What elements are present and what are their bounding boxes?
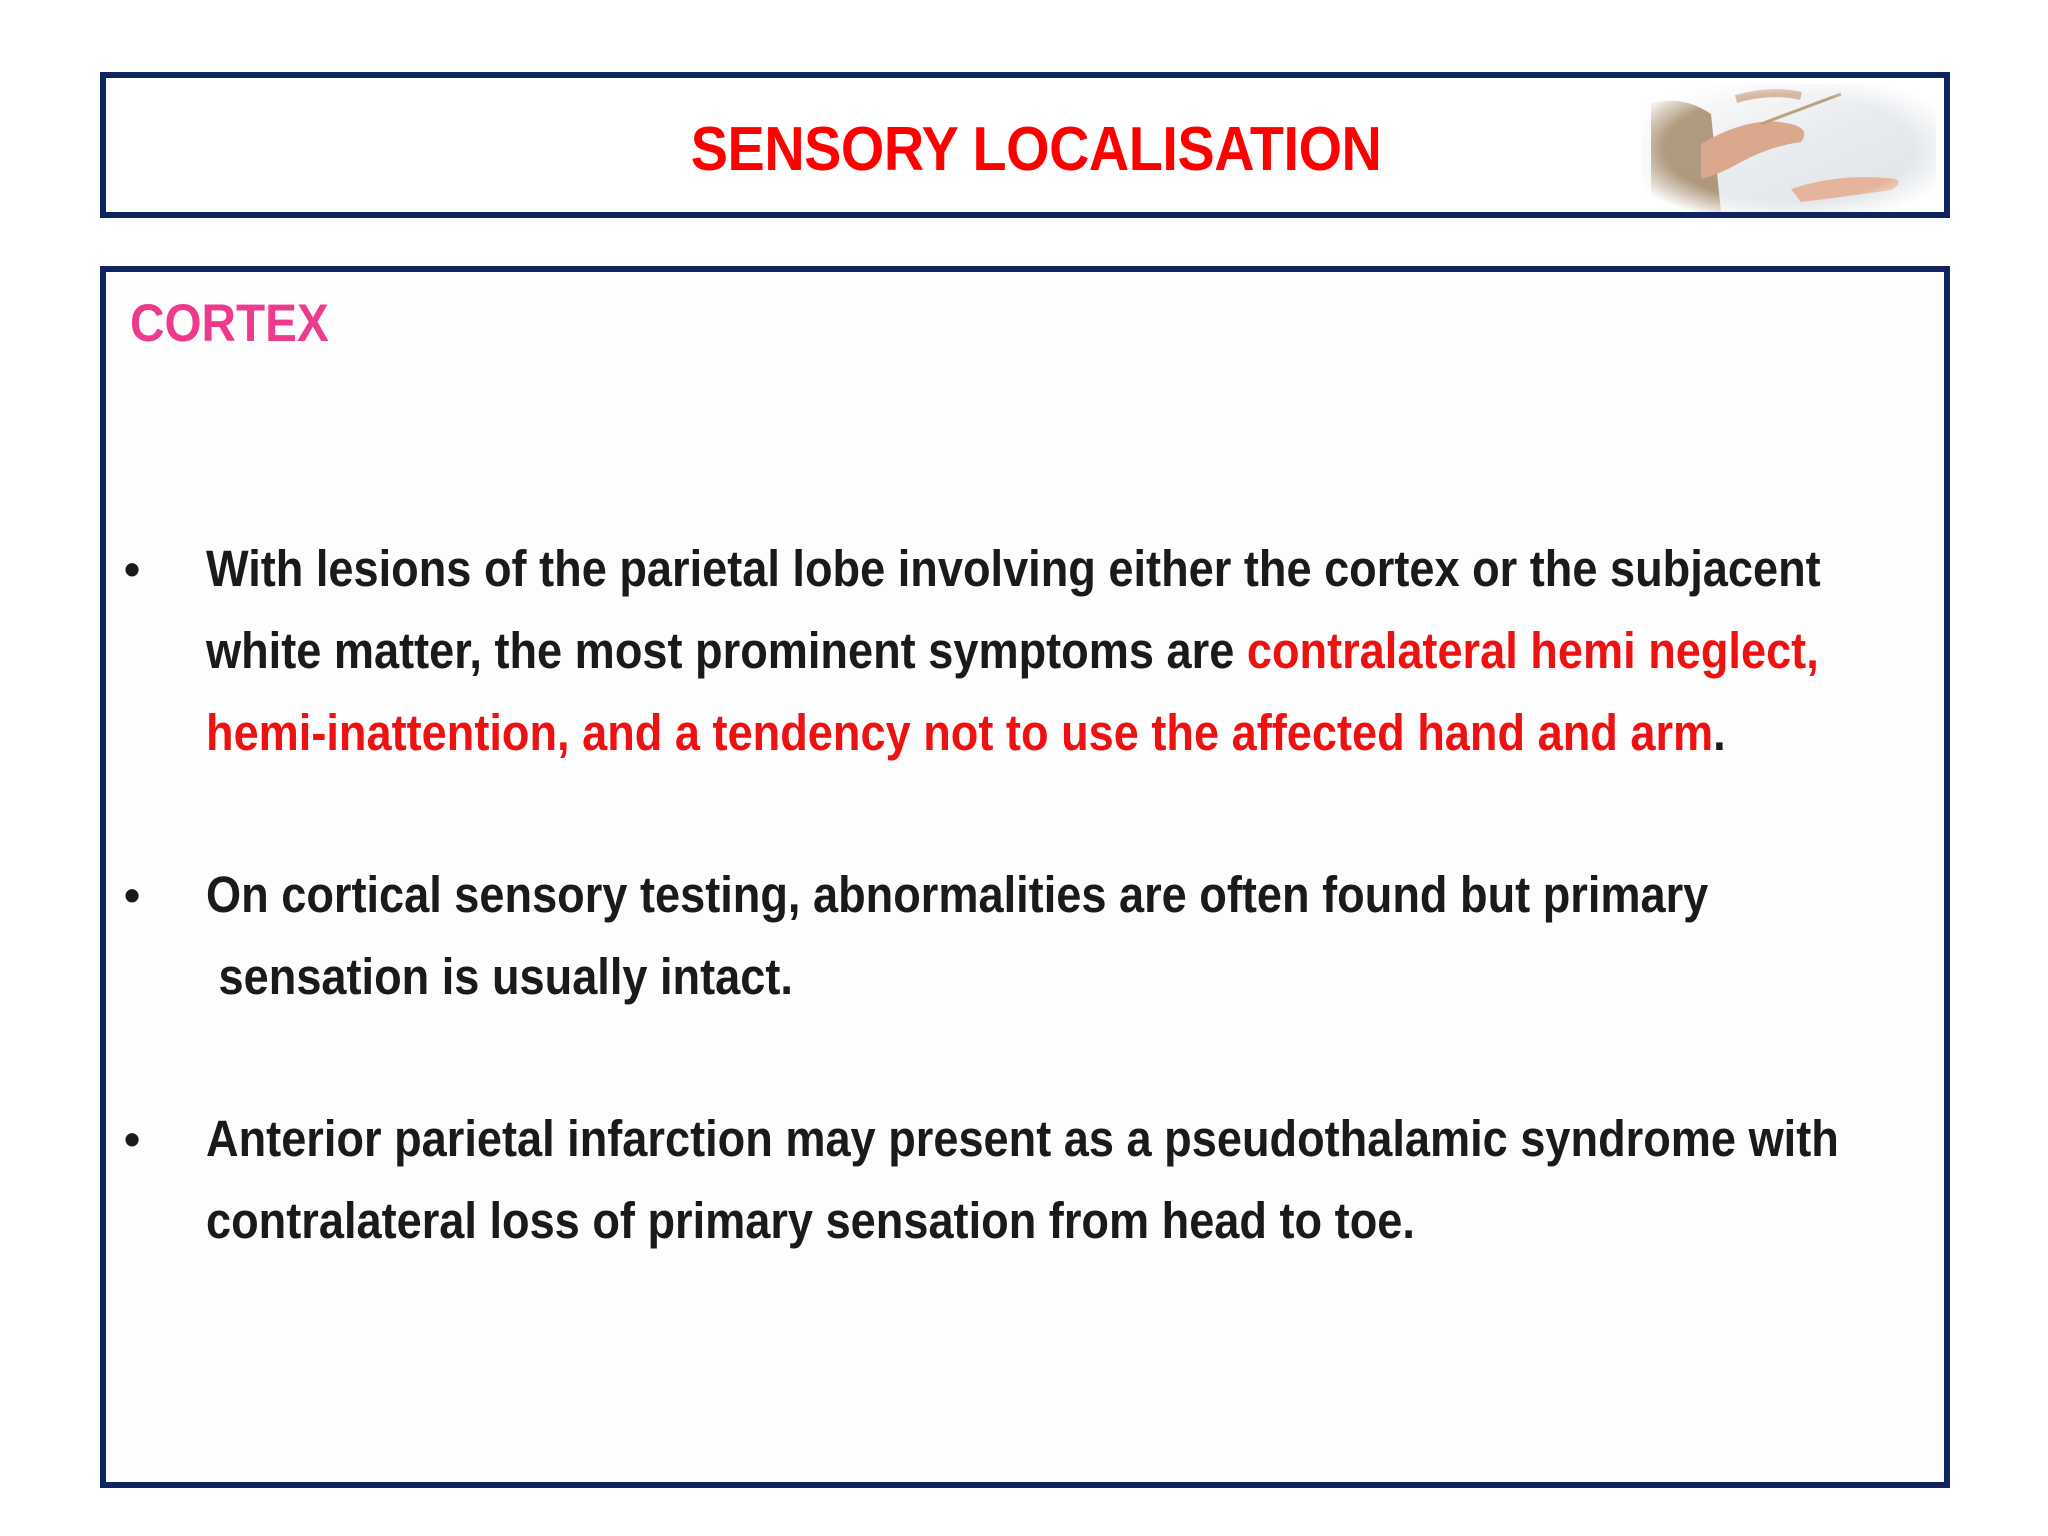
- bullet-text-line: sensation is usually intact.: [206, 948, 793, 1005]
- section-heading: CORTEX: [130, 294, 329, 353]
- bullet-text-line: Anterior parietal infarction may present as a pseudothalamic syndrome with: [206, 1110, 1839, 1167]
- bullet-text: [206, 528, 1888, 774]
- list-item: [124, 1098, 1914, 1262]
- list-item: [124, 528, 1914, 774]
- bullet-text: [206, 1098, 1888, 1262]
- list-item: [124, 854, 1914, 1018]
- bullet-text-line: .: [1713, 704, 1726, 761]
- hand-sensory-exam-photo-icon: [1641, 84, 1936, 212]
- bullet-text-line: With lesions of the parietal lobe involving either the cortex or the subjacent: [206, 540, 1821, 597]
- bullet-list: [124, 528, 1914, 1262]
- bullet-text-line: On cortical sensory testing, abnormalities are often found but primary: [206, 866, 1709, 923]
- slide-title: SENSORY LOCALISATION: [690, 115, 1382, 184]
- bullet-icon: •: [124, 869, 141, 921]
- highlighted-text: contralateral hemi neglect,: [1246, 622, 1819, 679]
- content-panel: [100, 266, 1950, 1488]
- bullet-text: [206, 854, 1888, 1018]
- bullet-text-line: contralateral loss of primary sensation from head to toe.: [206, 1192, 1415, 1249]
- title-banner: [100, 72, 1950, 218]
- bullet-icon: •: [124, 1113, 141, 1165]
- highlighted-text: hemi-inattention, and a tendency not to use the affected hand and arm: [206, 704, 1714, 761]
- bullet-icon: •: [124, 543, 141, 595]
- bullet-text-line: white matter, the most prominent symptoms are: [206, 622, 1247, 679]
